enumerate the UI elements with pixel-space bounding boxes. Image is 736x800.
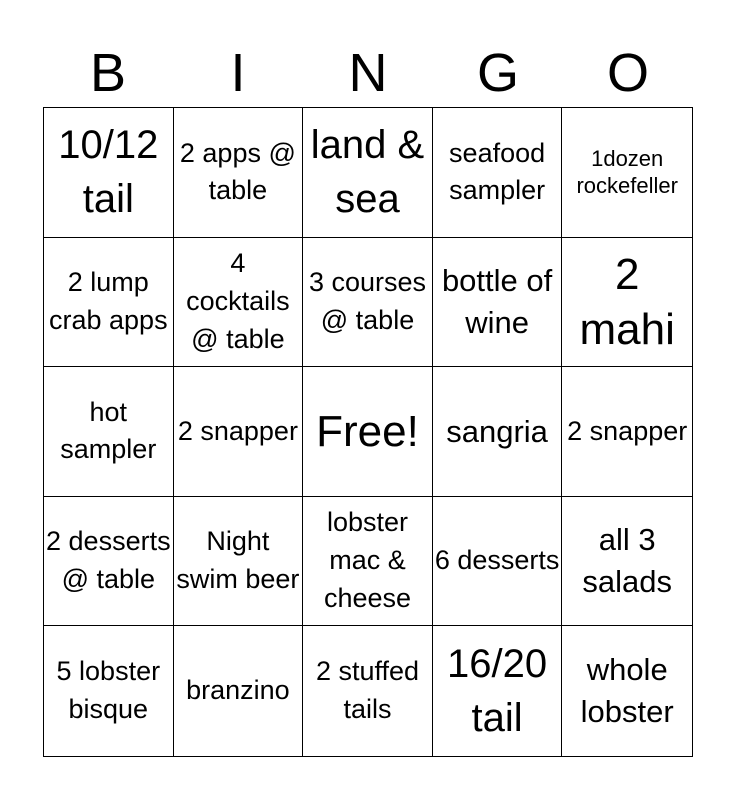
header-letter-n: N	[348, 43, 388, 103]
bingo-cell[interactable]	[174, 108, 304, 238]
cell-label: seafood sampler	[449, 137, 546, 206]
cell-label: 2 snapper	[567, 415, 688, 446]
bingo-cell[interactable]	[562, 108, 692, 238]
cell-label: 16/20 tail	[447, 642, 548, 741]
cell-label: land & sea	[310, 123, 425, 222]
header-letter-o: O	[606, 43, 649, 103]
bingo-cell[interactable]	[174, 238, 304, 368]
cell-label: all 3 salads	[582, 522, 672, 600]
bingo-cell[interactable]	[433, 626, 563, 756]
cell-label: 1dozen rockefeller	[576, 145, 678, 199]
bingo-cell[interactable]	[562, 497, 692, 627]
cell-label: hot sampler	[60, 396, 157, 465]
cell-label: 2 stuffed tails	[315, 656, 420, 725]
bingo-cell[interactable]	[562, 238, 692, 368]
bingo-header	[43, 40, 693, 106]
cell-label: Night swim beer	[176, 526, 300, 595]
bingo-cell[interactable]	[174, 497, 304, 627]
bingo-cell[interactable]	[433, 108, 563, 238]
cell-label: bottle of wine	[441, 263, 553, 340]
bingo-cell[interactable]	[433, 497, 563, 627]
cell-label: 4 cocktails @ table	[186, 248, 290, 354]
bingo-cell[interactable]	[303, 108, 433, 238]
cell-label: 2 desserts @ table	[46, 526, 171, 595]
header-letter-g: G	[476, 43, 519, 103]
bingo-cell[interactable]	[174, 367, 304, 497]
header-letter-i: I	[230, 43, 246, 103]
cell-label: 2 snapper	[177, 415, 298, 446]
cell-label: 2 apps @ table	[179, 137, 296, 206]
cell-label: 2 lump crab apps	[49, 267, 168, 335]
bingo-grid	[43, 107, 693, 757]
bingo-cell[interactable]	[44, 497, 174, 627]
bingo-cell[interactable]	[44, 238, 174, 368]
free-space-label: Free!	[316, 406, 419, 456]
cell-label: 3 courses @ table	[308, 267, 427, 335]
header-letter-b: B	[89, 43, 127, 103]
free-space-cell[interactable]	[303, 367, 433, 497]
bingo-cell[interactable]	[44, 108, 174, 238]
cell-label: whole lobster	[580, 652, 674, 730]
bingo-cell[interactable]	[303, 497, 433, 627]
bingo-cell[interactable]	[433, 367, 563, 497]
bingo-cell[interactable]	[562, 367, 692, 497]
cell-label: lobster mac & cheese	[323, 507, 412, 613]
cell-label: 6 desserts	[434, 545, 560, 576]
cell-label: sangria	[446, 413, 548, 449]
bingo-cell[interactable]	[44, 367, 174, 497]
cell-label: branzino	[186, 675, 290, 706]
bingo-cell[interactable]	[303, 238, 433, 368]
cell-label: 5 lobster bisque	[56, 656, 161, 725]
bingo-cell[interactable]	[174, 626, 304, 756]
cell-label: 10/12 tail	[58, 123, 159, 222]
cell-label: 2 mahi	[579, 249, 675, 354]
bingo-cell[interactable]	[433, 238, 563, 368]
bingo-cell[interactable]	[562, 626, 692, 756]
bingo-cell[interactable]	[303, 626, 433, 756]
bingo-cell[interactable]	[44, 626, 174, 756]
